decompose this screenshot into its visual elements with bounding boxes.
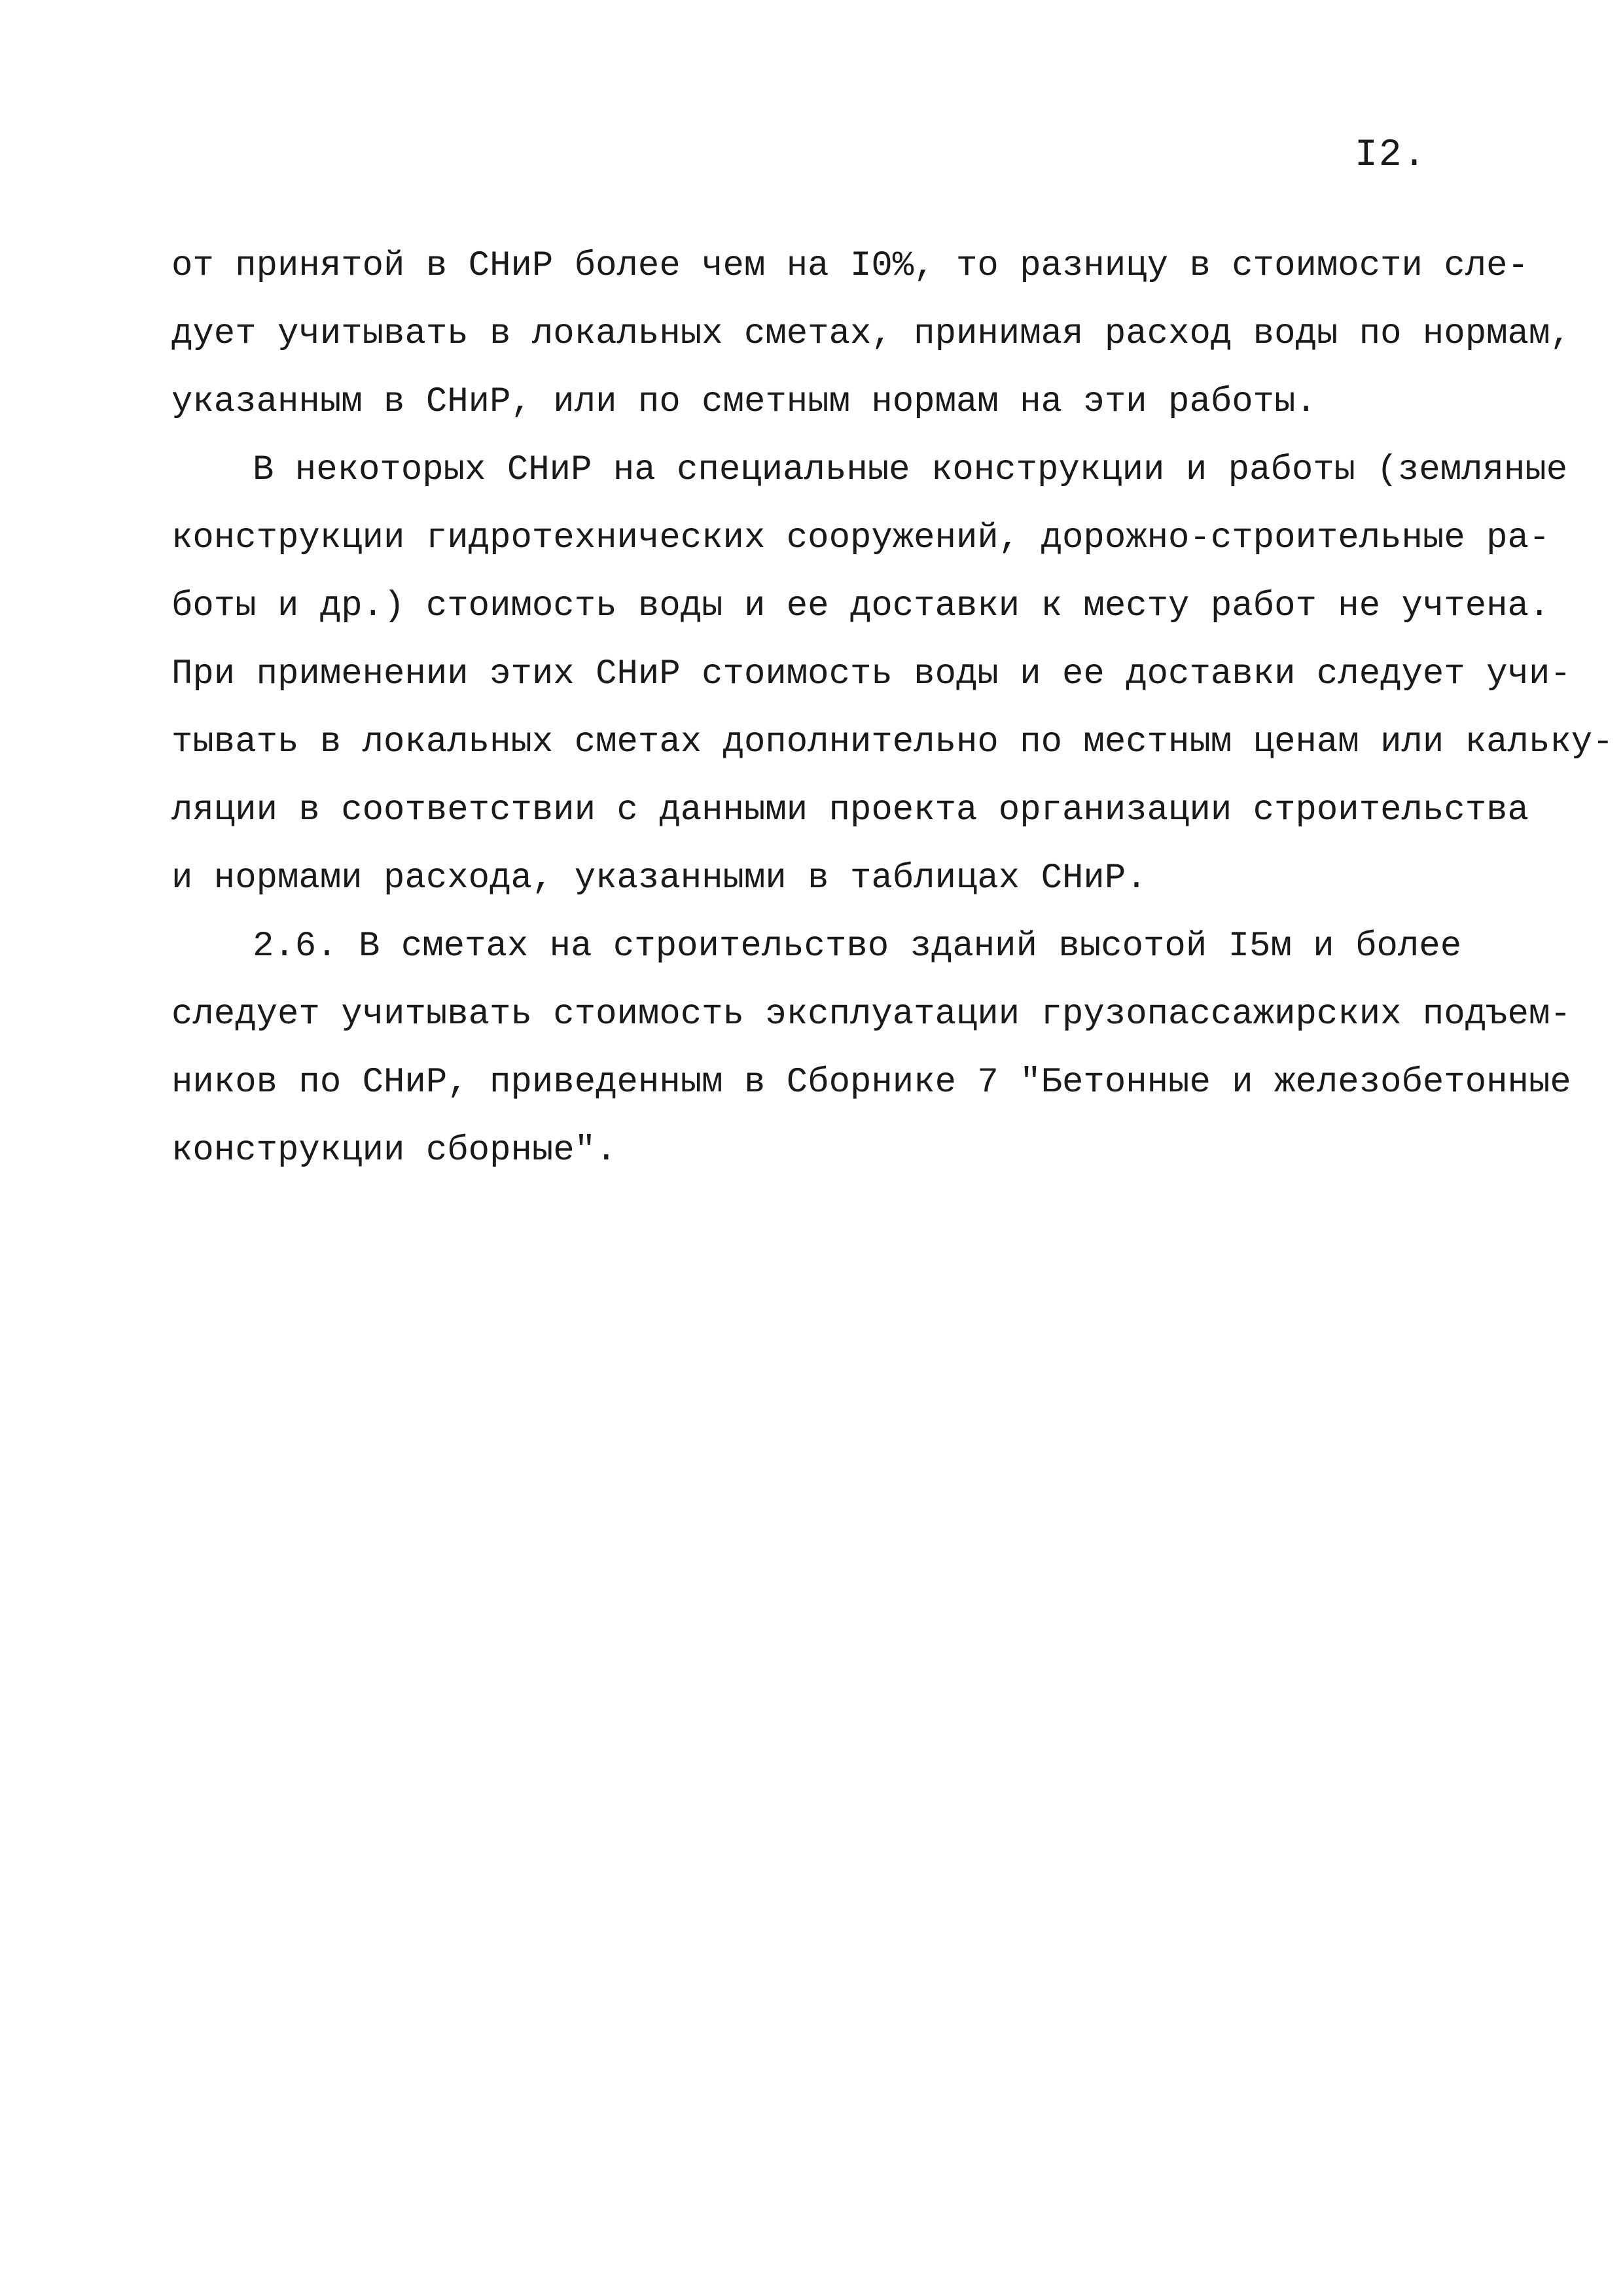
text-line: и нормами расхода, указанными в таблицах СНиР. [171, 858, 1147, 898]
paragraph-start-line: В некоторых СНиР на специальные конструкции и работы (земляные [253, 450, 1568, 490]
text-line: указанным в СНиР, или по сметным нормам на эти работы. [171, 382, 1317, 422]
text-line: следует учитывать стоимость эксплуатации грузопассажирских подъем- [171, 995, 1571, 1034]
text-line: тывать в локальных сметах дополнительно по местным ценам или кальку- [171, 722, 1614, 762]
text-line: конструкции гидротехнических сооружений, дорожно-строительные ра- [171, 518, 1550, 558]
text-line: конструкции сборные". [171, 1131, 617, 1171]
page-number: I2. [1355, 134, 1427, 177]
text-line: При применении этих СНиР стоимость воды и ее доставки следует учи- [171, 654, 1571, 694]
text-line: ляции в соответствии с данными проекта организации строительства [171, 790, 1529, 830]
text-line: ников по СНиР, приведенным в Сборнике 7 "Бетонные и железобетонные [171, 1063, 1571, 1103]
text-line: дует учитывать в локальных сметах, принимая расход воды по нормам, [171, 314, 1571, 354]
section-2-6-line: 2.6. В сметах на строительство зданий высотой I5м и более [253, 927, 1462, 966]
body-text [171, 232, 1614, 1185]
text-line: от принятой в СНиР более чем на I0%, то разницу в стоимости сле- [171, 246, 1529, 286]
text-line: боты и др.) стоимость воды и ее доставки к месту работ не учтена. [171, 586, 1550, 626]
